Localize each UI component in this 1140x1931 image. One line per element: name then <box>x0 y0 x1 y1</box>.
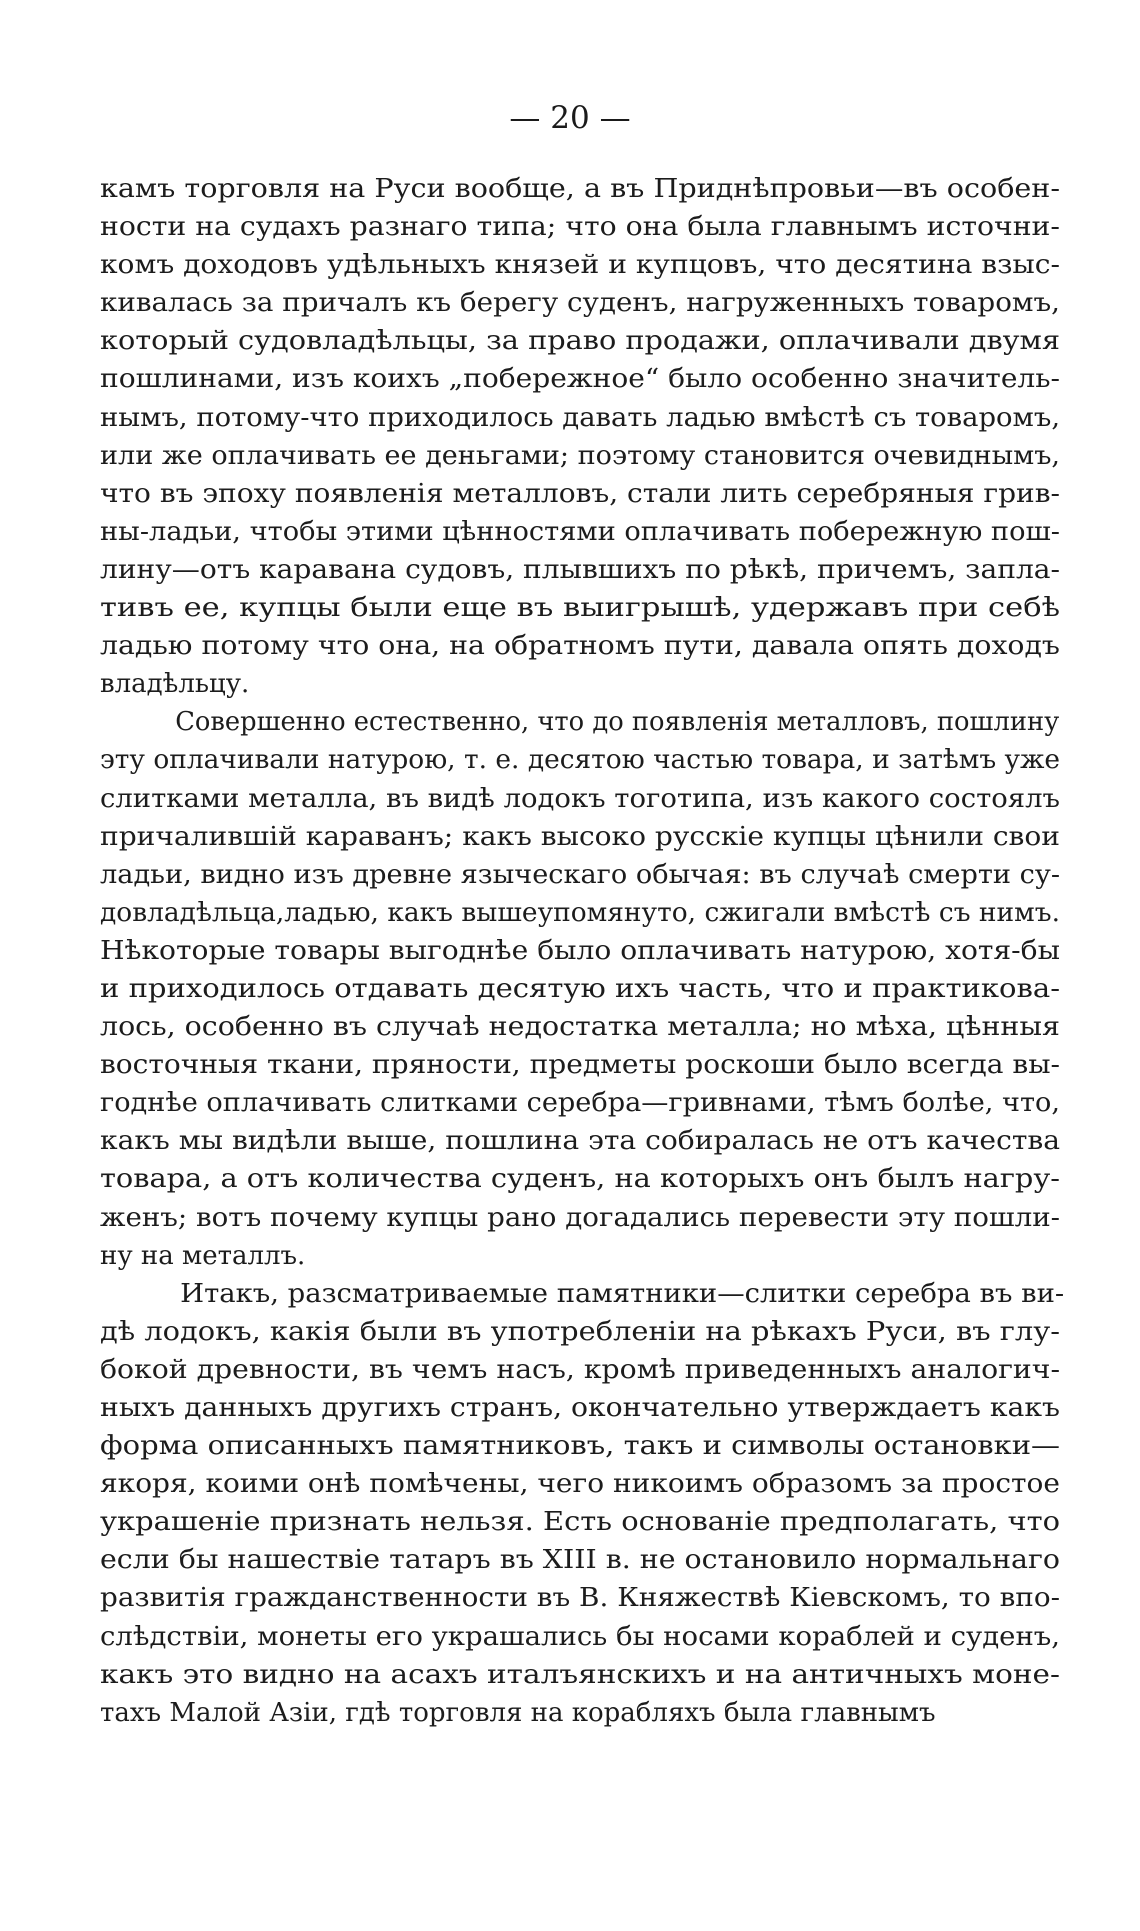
text-line: который судовладѣльцы, за право продажи, оплачивали двумя <box>100 326 1061 357</box>
text-line: товара, а отъ количества суденъ, на которыхъ онъ былъ нагру- <box>100 1164 1060 1195</box>
text-line: форма описанныхъ памятниковъ, такъ и символы остановки— <box>100 1431 1060 1462</box>
text-line: владѣльцу. <box>100 669 250 700</box>
text-line: дѣ лодокъ, какія были въ употребленіи на рѣкахъ Руси, въ глу- <box>100 1316 1060 1347</box>
text-line: ности на судахъ разнаго типа; что она была главнымъ источни- <box>100 212 1060 243</box>
text-line: тахъ Малой Азіи, гдѣ торговля на корабляхъ была главнымъ <box>100 1697 936 1728</box>
text-line: ладью потому что она, на обратномъ пути, давала опять доходъ <box>100 631 1060 662</box>
text-line: слѣдствіи, монеты его украшались бы носами кораблей и суденъ, <box>100 1621 1061 1652</box>
text-line: что въ эпоху появленія металловъ, стали лить серебряныя грив- <box>100 478 1060 509</box>
text-line: довладѣльца,ладью, какъ вышеупомянуто, сжигали вмѣстѣ съ нимъ. <box>100 897 1060 928</box>
text-line: если бы нашествіе татаръ въ XIII в. не остановило нормальнаго <box>100 1545 1060 1576</box>
text-line: годнѣе оплачивать слитками серебра—гривнами, тѣмъ болѣе, что, <box>100 1088 1060 1119</box>
text-line: эту оплачивали натурою, т. е. десятою частью товара, и затѣмъ уже <box>100 745 1061 776</box>
text-line: ны-ладьи, чтобы этими цѣнностями оплачивать побережную пош- <box>100 516 1061 547</box>
text-line: комъ доходовъ удѣльныхъ князей и купцовъ, что десятина взыс- <box>100 250 1060 281</box>
text-line: восточныя ткани, пряности, предметы роскоши было всегда вы- <box>100 1050 1061 1081</box>
text-line: Нѣкоторые товары выгоднѣе было оплачивать натурою, хотя-бы <box>100 935 1060 966</box>
text-line: кивалась за причалъ къ берегу суденъ, нагруженныхъ товаромъ, <box>100 288 1061 319</box>
paragraph <box>100 170 1060 703</box>
body-text <box>100 170 1065 1732</box>
text-line: ну на металлъ. <box>100 1240 306 1271</box>
paragraph <box>100 1275 1065 1732</box>
text-line: лину—отъ каравана судовъ, плывшихъ по рѣкѣ, причемъ, запла- <box>100 554 1061 585</box>
text-line: пошлинами, изъ коихъ „побережное“ было особенно значитель- <box>100 364 1061 395</box>
text-line: якоря, коими онѣ помѣчены, чего никоимъ образомъ за простое <box>100 1469 1060 1500</box>
text-line: слитками металла, въ видѣ лодокъ тоготипа, изъ какого состоялъ <box>100 783 1060 814</box>
text-line: Итакъ, разсматриваемые памятники—слитки серебра въ ви- <box>180 1278 1065 1309</box>
text-line: ладьи, видно изъ древне языческаго обычая: въ случаѣ смерти су- <box>100 859 1061 890</box>
text-line: нымъ, потому-что приходилось давать ладью вмѣстѣ съ товаромъ, <box>100 402 1061 433</box>
text-line: женъ; вотъ почему купцы рано догадались перевести эту пошли- <box>100 1202 1061 1233</box>
text-line: причалившій караванъ; какъ высоко русскіе купцы цѣнили свои <box>100 821 1060 852</box>
text-line: ныхъ данныхъ другихъ странъ, окончательно утверждаетъ какъ <box>100 1393 1060 1423</box>
paragraph <box>100 703 1060 1274</box>
text-line: развитія гражданственности въ В. Княжествѣ Кіевскомъ, то впо- <box>100 1583 1061 1614</box>
text-line: камъ торговля на Руси вообще, а въ Приднѣпровьи—въ особен- <box>100 174 1061 204</box>
text-line: и приходилось отдавать десятую ихъ часть, что и практикова- <box>100 973 1061 1004</box>
text-line: или же оплачивать ее деньгами; поэтому становится очевиднымъ, <box>100 440 1061 471</box>
text-line: какъ это видно на асахъ италъянскихъ и на античныхъ моне- <box>100 1659 1060 1690</box>
text-line: бокой древности, въ чемъ насъ, кромѣ приведенныхъ аналогич- <box>100 1354 1061 1385</box>
page-number: — 20 — <box>509 100 631 136</box>
text-line: лось, особенно въ случаѣ недостатка металла; но мѣха, цѣнныя <box>100 1012 1060 1043</box>
text-line: какъ мы видѣли выше, пошлина эта собиралась не отъ качества <box>100 1126 1060 1157</box>
text-line: тивъ ее, купцы были еще въ выигрышѣ, удержавъ при себѣ <box>100 593 1061 624</box>
text-line: Совершенно естественно, что до появленія металловъ, пошлину <box>175 707 1060 738</box>
text-line: украшеніе признать нельзя. Есть основаніе предполагать, что <box>100 1507 1061 1538</box>
